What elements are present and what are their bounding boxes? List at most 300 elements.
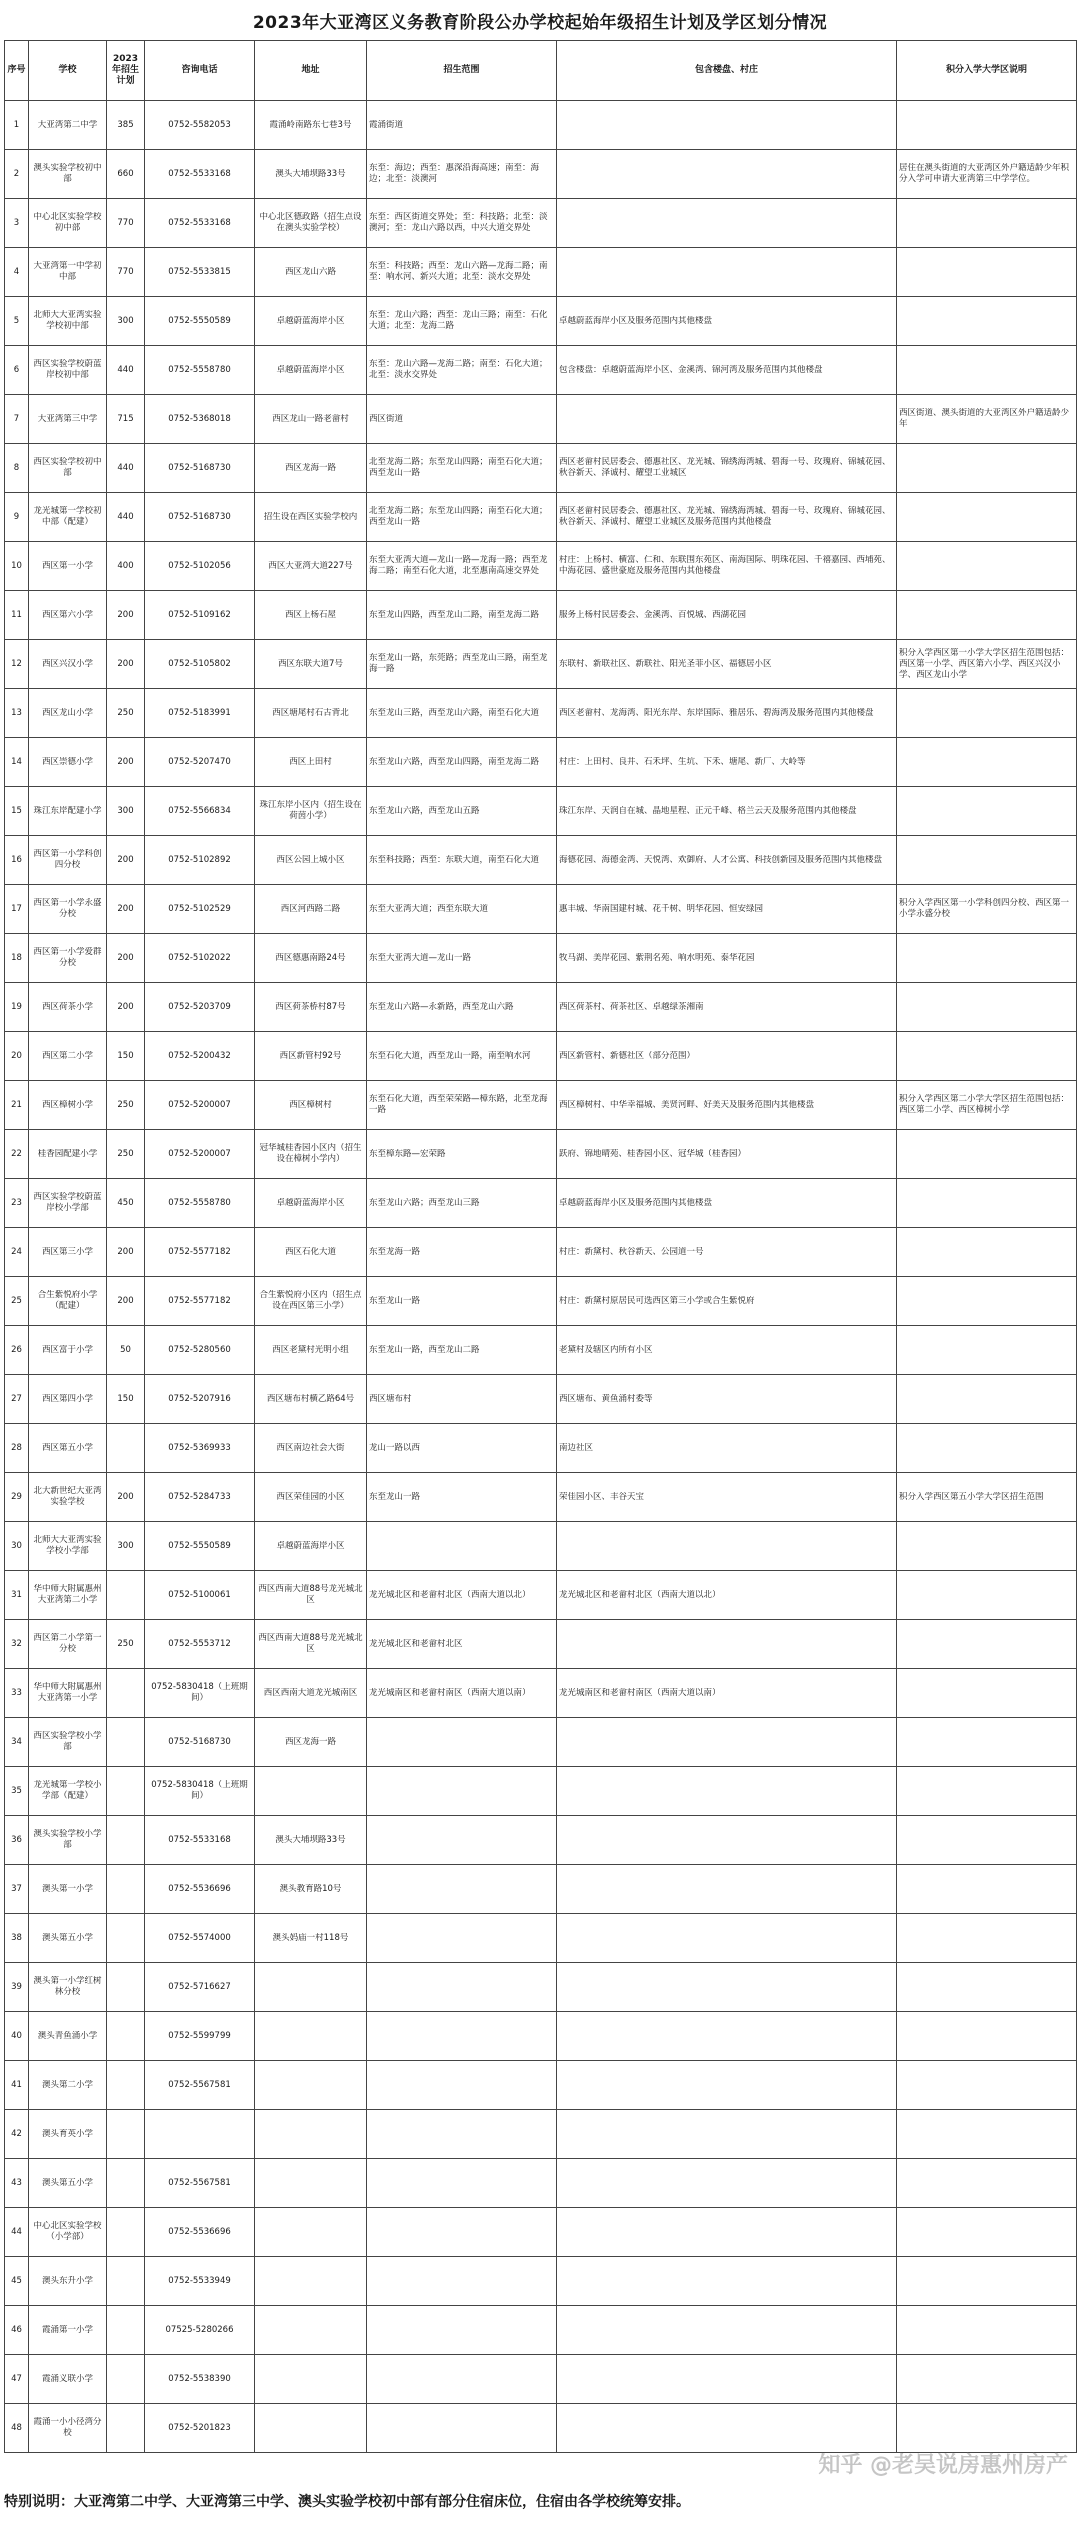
cell-address xyxy=(255,2257,367,2306)
cell-plan xyxy=(107,1865,145,1914)
cell-address: 中心北区德政路（招生点设在澳头实验学校） xyxy=(255,199,367,248)
cell-scope xyxy=(367,1816,557,1865)
cell-detail: 包含楼盘：卓越蔚蓝海岸小区、金溪湾、锦河湾及服务范围内其他楼盘 xyxy=(557,346,897,395)
cell-school: 澳头实验学校初中部 xyxy=(29,150,107,199)
cell-phone: 0752-5201823 xyxy=(145,2404,255,2453)
cell-no: 36 xyxy=(5,1816,29,1865)
table-row xyxy=(5,1571,1077,1620)
cell-scope: 东至：海边；西至：惠深沿海高速；南至：海边；北至：淡澳河 xyxy=(367,150,557,199)
table-row xyxy=(5,885,1077,934)
cell-note xyxy=(897,1571,1077,1620)
cell-note xyxy=(897,1179,1077,1228)
cell-note xyxy=(897,1130,1077,1179)
cell-no: 30 xyxy=(5,1522,29,1571)
cell-no: 6 xyxy=(5,346,29,395)
cell-address xyxy=(255,2012,367,2061)
table-row xyxy=(5,1914,1077,1963)
cell-address: 西区荣佳园的小区 xyxy=(255,1473,367,1522)
table-row xyxy=(5,199,1077,248)
cell-phone: 0752-5567581 xyxy=(145,2159,255,2208)
cell-school: 北师大大亚湾实验学校初中部 xyxy=(29,297,107,346)
cell-school: 西区第四小学 xyxy=(29,1375,107,1424)
cell-phone: 0752-5550589 xyxy=(145,1522,255,1571)
cell-scope: 东至：科技路；西至：龙山六路—龙海二路；南至：响水河、新兴大道；北至：淡水交界处 xyxy=(367,248,557,297)
table-row xyxy=(5,689,1077,738)
cell-scope: 东至石化大道，西至荣荣路—樟东路，北至龙海一路 xyxy=(367,1081,557,1130)
table-row xyxy=(5,1522,1077,1571)
cell-school: 西区第一小学永盛分校 xyxy=(29,885,107,934)
cell-phone: 0752-5599799 xyxy=(145,2012,255,2061)
cell-school: 西区崇德小学 xyxy=(29,738,107,787)
table-row xyxy=(5,1669,1077,1718)
cell-school: 澳头第一小学红树林分校 xyxy=(29,1963,107,2012)
cell-address xyxy=(255,2061,367,2110)
cell-school: 华中师大附属惠州大亚湾第一小学 xyxy=(29,1669,107,1718)
cell-address: 卓越蔚蓝海岸小区 xyxy=(255,346,367,395)
cell-detail xyxy=(557,395,897,444)
cell-phone: 0752-5207916 xyxy=(145,1375,255,1424)
cell-scope xyxy=(367,1767,557,1816)
cell-phone: 0752-5200432 xyxy=(145,1032,255,1081)
table-row xyxy=(5,150,1077,199)
cell-no: 46 xyxy=(5,2306,29,2355)
table-row xyxy=(5,2110,1077,2159)
cell-school: 中心北区实验学校初中部 xyxy=(29,199,107,248)
cell-detail: 西区塘布、黄鱼涌村委等 xyxy=(557,1375,897,1424)
cell-plan: 200 xyxy=(107,640,145,689)
cell-school: 澳头青鱼涌小学 xyxy=(29,2012,107,2061)
cell-scope: 北至龙海二路；东至龙山四路；南至石化大道；西至龙山一路 xyxy=(367,493,557,542)
cell-detail xyxy=(557,1767,897,1816)
cell-school: 澳头第五小学 xyxy=(29,2159,107,2208)
cell-detail xyxy=(557,2257,897,2306)
table-row xyxy=(5,1277,1077,1326)
cell-scope: 龙光城北区和老畲村北区 xyxy=(367,1620,557,1669)
cell-school: 西区樟树小学 xyxy=(29,1081,107,1130)
cell-detail xyxy=(557,2159,897,2208)
cell-scope xyxy=(367,2159,557,2208)
cell-plan: 250 xyxy=(107,1620,145,1669)
cell-scope: 东至龙山一路，东莞路；西至龙山三路，南至龙海一路 xyxy=(367,640,557,689)
cell-plan: 200 xyxy=(107,934,145,983)
table-row xyxy=(5,1767,1077,1816)
cell-address: 卓越蔚蓝海岸小区 xyxy=(255,1179,367,1228)
cell-address: 西区塘布村横乙路64号 xyxy=(255,1375,367,1424)
cell-detail: 西区樟树村、中华幸福城、美贤河畔、好美天及服务范围内其他楼盘 xyxy=(557,1081,897,1130)
cell-no: 5 xyxy=(5,297,29,346)
table-row xyxy=(5,2404,1077,2453)
cell-detail: 西区新管村、新德社区（部分范围） xyxy=(557,1032,897,1081)
cell-phone: 0752-5200007 xyxy=(145,1081,255,1130)
cell-detail xyxy=(557,2061,897,2110)
cell-scope xyxy=(367,2257,557,2306)
cell-scope xyxy=(367,2012,557,2061)
cell-address: 西区上田村 xyxy=(255,738,367,787)
cell-plan xyxy=(107,1669,145,1718)
cell-scope xyxy=(367,2110,557,2159)
cell-no: 7 xyxy=(5,395,29,444)
cell-note xyxy=(897,493,1077,542)
cell-scope xyxy=(367,2306,557,2355)
cell-note xyxy=(897,2404,1077,2453)
cell-no: 31 xyxy=(5,1571,29,1620)
cell-plan xyxy=(107,2012,145,2061)
cell-detail: 珠江东岸、天润自在城、晶地星程、正元千峰、格兰云天及服务范围内其他楼盘 xyxy=(557,787,897,836)
cell-plan xyxy=(107,1816,145,1865)
cell-plan xyxy=(107,2306,145,2355)
header-address: 地址 xyxy=(255,41,367,101)
cell-plan xyxy=(107,2257,145,2306)
cell-phone: 0752-5203709 xyxy=(145,983,255,1032)
cell-note xyxy=(897,346,1077,395)
table-row xyxy=(5,2012,1077,2061)
cell-school: 西区实验学校小学部 xyxy=(29,1718,107,1767)
cell-scope xyxy=(367,1963,557,2012)
cell-note xyxy=(897,1424,1077,1473)
cell-plan: 770 xyxy=(107,248,145,297)
cell-detail: 老黛村及辖区内所有小区 xyxy=(557,1326,897,1375)
cell-scope: 东至：龙山六路—龙海二路；南至：石化大道；北至：淡水交界处 xyxy=(367,346,557,395)
cell-plan: 440 xyxy=(107,346,145,395)
cell-plan: 770 xyxy=(107,199,145,248)
cell-no: 42 xyxy=(5,2110,29,2159)
cell-note xyxy=(897,1620,1077,1669)
cell-school: 大亚湾第一中学初中部 xyxy=(29,248,107,297)
cell-plan: 300 xyxy=(107,297,145,346)
cell-school: 西区实验学校初中部 xyxy=(29,444,107,493)
cell-plan xyxy=(107,1914,145,1963)
cell-phone: 0752-5533168 xyxy=(145,150,255,199)
cell-no: 13 xyxy=(5,689,29,738)
cell-note xyxy=(897,1375,1077,1424)
cell-note xyxy=(897,101,1077,150)
cell-detail: 村庄：上田村、良井、石禾坪、生坑、下禾、塘尾、新厂、大岭等 xyxy=(557,738,897,787)
cell-detail: 村庄：新黛村原居民可选西区第三小学或合生紫悦府 xyxy=(557,1277,897,1326)
cell-note: 积分入学西区第二小学大学区招生范围包括：西区第二小学、西区樟树小学 xyxy=(897,1081,1077,1130)
cell-school: 霞涌义联小学 xyxy=(29,2355,107,2404)
cell-no: 18 xyxy=(5,934,29,983)
cell-note xyxy=(897,738,1077,787)
cell-detail xyxy=(557,199,897,248)
cell-scope: 东至龙山三路，西至龙山六路，南至石化大道 xyxy=(367,689,557,738)
cell-scope: 东至：龙山六路；西至：龙山三路；南至：石化大道；北至：龙海二路 xyxy=(367,297,557,346)
cell-school: 西区第一小学科创四分校 xyxy=(29,836,107,885)
cell-note xyxy=(897,1669,1077,1718)
table-row xyxy=(5,934,1077,983)
cell-note xyxy=(897,2159,1077,2208)
cell-school: 珠江东岸配建小学 xyxy=(29,787,107,836)
cell-address: 霞涌岭南路东七巷3号 xyxy=(255,101,367,150)
cell-plan: 300 xyxy=(107,787,145,836)
cell-address: 西区东联大道7号 xyxy=(255,640,367,689)
cell-plan: 150 xyxy=(107,1375,145,1424)
cell-detail xyxy=(557,2306,897,2355)
cell-phone: 0752-5183991 xyxy=(145,689,255,738)
cell-no: 45 xyxy=(5,2257,29,2306)
cell-detail: 卓越蔚蓝海岸小区及服务范围内其他楼盘 xyxy=(557,297,897,346)
cell-note xyxy=(897,1914,1077,1963)
table-row xyxy=(5,1963,1077,2012)
cell-phone: 0752-5533815 xyxy=(145,248,255,297)
table-row xyxy=(5,591,1077,640)
cell-note xyxy=(897,1718,1077,1767)
cell-scope: 西区塘布村 xyxy=(367,1375,557,1424)
cell-school: 华中师大附属惠州大亚湾第二小学 xyxy=(29,1571,107,1620)
cell-address: 西区公园上城小区 xyxy=(255,836,367,885)
cell-scope xyxy=(367,1522,557,1571)
cell-address xyxy=(255,2110,367,2159)
cell-scope: 东至科技路；西至：东联大道，南至石化大道 xyxy=(367,836,557,885)
cell-plan: 440 xyxy=(107,493,145,542)
cell-phone: 0752-5582053 xyxy=(145,101,255,150)
special-note: 特别说明：大亚湾第二中学、大亚湾第三中学、澳头实验学校初中部有部分住宿床位，住宿由各学校统筹安排。 xyxy=(4,2494,690,2510)
cell-no: 32 xyxy=(5,1620,29,1669)
cell-no: 37 xyxy=(5,1865,29,1914)
cell-scope xyxy=(367,2061,557,2110)
cell-detail xyxy=(557,248,897,297)
cell-no: 17 xyxy=(5,885,29,934)
table-row xyxy=(5,1424,1077,1473)
cell-school: 北师大大亚湾实验学校小学部 xyxy=(29,1522,107,1571)
cell-school: 澳头第五小学 xyxy=(29,1914,107,1963)
cell-detail: 跃府、锦地晴苑、桂香园小区、冠华城（桂香园） xyxy=(557,1130,897,1179)
cell-phone: 0752-5536696 xyxy=(145,1865,255,1914)
cell-no: 35 xyxy=(5,1767,29,1816)
cell-address: 冠华城桂香园小区内（招生设在樟树小学内） xyxy=(255,1130,367,1179)
cell-no: 21 xyxy=(5,1081,29,1130)
cell-plan: 250 xyxy=(107,1081,145,1130)
cell-note xyxy=(897,2306,1077,2355)
cell-school: 澳头第一小学 xyxy=(29,1865,107,1914)
cell-school: 桂香园配建小学 xyxy=(29,1130,107,1179)
table-row xyxy=(5,297,1077,346)
cell-no: 23 xyxy=(5,1179,29,1228)
cell-address: 西区龙海一路 xyxy=(255,1718,367,1767)
cell-scope: 东至龙山六路；西至龙山三路 xyxy=(367,1179,557,1228)
cell-school: 西区第一小学 xyxy=(29,542,107,591)
cell-note: 积分入学西区第一小学科创四分校、西区第一小学永盛分校 xyxy=(897,885,1077,934)
cell-plan: 385 xyxy=(107,101,145,150)
cell-no: 40 xyxy=(5,2012,29,2061)
cell-school: 西区第一小学爱群分校 xyxy=(29,934,107,983)
cell-phone: 0752-5102022 xyxy=(145,934,255,983)
table-row xyxy=(5,1375,1077,1424)
cell-no: 11 xyxy=(5,591,29,640)
cell-note xyxy=(897,1326,1077,1375)
cell-address: 西区龙山六路 xyxy=(255,248,367,297)
cell-detail: 卓越蔚蓝海岸小区及服务范围内其他楼盘 xyxy=(557,1179,897,1228)
cell-detail xyxy=(557,1914,897,1963)
cell-plan: 200 xyxy=(107,1473,145,1522)
cell-address xyxy=(255,2355,367,2404)
cell-phone: 0752-5558780 xyxy=(145,1179,255,1228)
cell-address xyxy=(255,2306,367,2355)
cell-address: 西区西南大道88号龙光城北区 xyxy=(255,1571,367,1620)
cell-detail: 村庄：新黛村、秋谷新天、公园道一号 xyxy=(557,1228,897,1277)
cell-school: 西区第六小学 xyxy=(29,591,107,640)
cell-plan: 200 xyxy=(107,836,145,885)
table-row xyxy=(5,493,1077,542)
cell-note xyxy=(897,2110,1077,2159)
cell-address: 西区河西路二路 xyxy=(255,885,367,934)
cell-phone: 0752-5100061 xyxy=(145,1571,255,1620)
table-row xyxy=(5,738,1077,787)
cell-address: 西区塘尾村石古背北 xyxy=(255,689,367,738)
cell-phone: 0752-5567581 xyxy=(145,2061,255,2110)
cell-scope: 东至石化大道，西至龙山一路，南至响水河 xyxy=(367,1032,557,1081)
cell-note xyxy=(897,2355,1077,2404)
watermark: 知乎 @老吴说房惠州房产 xyxy=(818,2453,1068,2478)
cell-note xyxy=(897,542,1077,591)
table-row xyxy=(5,983,1077,1032)
cell-phone: 0752-5533168 xyxy=(145,199,255,248)
cell-detail: 东联村、新联社区、新联社、阳光圣菲小区、福德居小区 xyxy=(557,640,897,689)
table-row xyxy=(5,1473,1077,1522)
cell-school: 中心北区实验学校（小学部） xyxy=(29,2208,107,2257)
cell-scope: 东至樟东路—宏荣路 xyxy=(367,1130,557,1179)
cell-school: 霞涌一小小径湾分校 xyxy=(29,2404,107,2453)
header-note: 积分入学大学区说明 xyxy=(897,41,1077,101)
cell-detail: 服务上杨村民居委会、金溪湾、百悦城、西湖花园 xyxy=(557,591,897,640)
header-phone: 咨询电话 xyxy=(145,41,255,101)
table-row xyxy=(5,444,1077,493)
cell-plan: 300 xyxy=(107,1522,145,1571)
cell-detail xyxy=(557,2110,897,2159)
header-detail: 包含楼盘、村庄 xyxy=(557,41,897,101)
cell-address xyxy=(255,1767,367,1816)
cell-phone: 0752-5533949 xyxy=(145,2257,255,2306)
table-row xyxy=(5,2208,1077,2257)
cell-note xyxy=(897,2012,1077,2061)
cell-plan xyxy=(107,1424,145,1473)
cell-no: 33 xyxy=(5,1669,29,1718)
cell-plan: 660 xyxy=(107,150,145,199)
cell-detail xyxy=(557,2012,897,2061)
cell-no: 38 xyxy=(5,1914,29,1963)
cell-plan: 400 xyxy=(107,542,145,591)
cell-phone: 0752-5102056 xyxy=(145,542,255,591)
cell-phone: 0752-5102892 xyxy=(145,836,255,885)
cell-school: 霞涌第一小学 xyxy=(29,2306,107,2355)
table-row xyxy=(5,1326,1077,1375)
cell-school: 北大新世纪大亚湾实验学校 xyxy=(29,1473,107,1522)
cell-scope: 东至大亚湾大道—龙山一路 xyxy=(367,934,557,983)
cell-plan: 200 xyxy=(107,1277,145,1326)
cell-address: 西区龙海一路 xyxy=(255,444,367,493)
cell-address: 西区德惠南路24号 xyxy=(255,934,367,983)
cell-phone: 0752-5830418（上班期间） xyxy=(145,1669,255,1718)
cell-scope: 霞涌街道 xyxy=(367,101,557,150)
cell-plan: 250 xyxy=(107,689,145,738)
cell-school: 西区荷茶小学 xyxy=(29,983,107,1032)
cell-no: 15 xyxy=(5,787,29,836)
table-row xyxy=(5,2355,1077,2404)
cell-note xyxy=(897,2061,1077,2110)
cell-note xyxy=(897,297,1077,346)
cell-no: 12 xyxy=(5,640,29,689)
cell-school: 大亚湾第二中学 xyxy=(29,101,107,150)
cell-address: 西区老黛村光明小组 xyxy=(255,1326,367,1375)
cell-detail: 西区老畲村民居委会、德惠社区、龙光城、锦绣海湾城、碧海一号、玫瑰府、锦城花园、秋谷新天、泽诚村、耀望工业城区及服务范围内其他楼盘 xyxy=(557,493,897,542)
cell-phone: 0752-5368018 xyxy=(145,395,255,444)
cell-school: 澳头第二小学 xyxy=(29,2061,107,2110)
cell-phone: 0752-5369933 xyxy=(145,1424,255,1473)
cell-scope: 东至：西区街道交界处；至：科技路；北至：淡澳河；至：龙山六路以西，中兴大道交界处 xyxy=(367,199,557,248)
cell-scope: 东至龙山六路—永新路，西至龙山六路 xyxy=(367,983,557,1032)
cell-scope xyxy=(367,2208,557,2257)
cell-address: 卓越蔚蓝海岸小区 xyxy=(255,297,367,346)
cell-detail xyxy=(557,2355,897,2404)
cell-phone: 07525-5280266 xyxy=(145,2306,255,2355)
cell-phone: 0752-5566834 xyxy=(145,787,255,836)
cell-scope: 东至大亚湾大道；西至东联大道 xyxy=(367,885,557,934)
cell-scope: 龙光城北区和老畲村北区（西南大道以北） xyxy=(367,1571,557,1620)
cell-note: 居住在澳头街道的大亚湾区外户籍适龄少年积分入学可申请大亚湾第三中学学位。 xyxy=(897,150,1077,199)
cell-note xyxy=(897,1522,1077,1571)
cell-scope: 东至龙山六路，西至龙山四路，南至龙海二路 xyxy=(367,738,557,787)
cell-no: 29 xyxy=(5,1473,29,1522)
cell-address xyxy=(255,2159,367,2208)
cell-plan: 200 xyxy=(107,738,145,787)
cell-plan: 150 xyxy=(107,1032,145,1081)
cell-scope: 北至龙海二路；东至龙山四路；南至石化大道；西至龙山一路 xyxy=(367,444,557,493)
cell-scope xyxy=(367,1718,557,1767)
cell-phone: 0752-5168730 xyxy=(145,1718,255,1767)
cell-note xyxy=(897,934,1077,983)
cell-note xyxy=(897,1816,1077,1865)
document-title: 2023年大亚湾区义务教育阶段公办学校起始年级招生计划及学区划分情况 xyxy=(252,13,828,33)
cell-phone: 0752-5536696 xyxy=(145,2208,255,2257)
cell-scope: 东至龙山四路，西至龙山二路，南至龙海二路 xyxy=(367,591,557,640)
cell-address: 合生紫悦府小区内（招生点设在西区第三小学） xyxy=(255,1277,367,1326)
cell-scope: 西区街道 xyxy=(367,395,557,444)
cell-detail: 海德花园、海德金湾、天悦湾、欢御府、人才公寓、科技创新园及服务范围内其他楼盘 xyxy=(557,836,897,885)
cell-plan xyxy=(107,2110,145,2159)
cell-phone: 0752-5109162 xyxy=(145,591,255,640)
cell-phone: 0752-5577182 xyxy=(145,1228,255,1277)
table-row xyxy=(5,1816,1077,1865)
cell-phone: 0752-5830418（上班期间） xyxy=(145,1767,255,1816)
header-scope: 招生范围 xyxy=(367,41,557,101)
cell-detail: 龙光城北区和老畲村北区（西南大道以北） xyxy=(557,1571,897,1620)
cell-note xyxy=(897,1865,1077,1914)
cell-no: 48 xyxy=(5,2404,29,2453)
cell-phone: 0752-5550589 xyxy=(145,297,255,346)
cell-plan xyxy=(107,2061,145,2110)
cell-scope: 东至龙山一路 xyxy=(367,1473,557,1522)
cell-school: 西区第三小学 xyxy=(29,1228,107,1277)
cell-no: 22 xyxy=(5,1130,29,1179)
cell-plan: 450 xyxy=(107,1179,145,1228)
admission-table xyxy=(4,40,1077,2453)
table-row xyxy=(5,346,1077,395)
cell-scope xyxy=(367,1865,557,1914)
table-row xyxy=(5,2257,1077,2306)
table-row xyxy=(5,787,1077,836)
cell-note xyxy=(897,689,1077,738)
cell-phone: 0752-5284733 xyxy=(145,1473,255,1522)
table-row xyxy=(5,248,1077,297)
cell-no: 14 xyxy=(5,738,29,787)
cell-phone: 0752-5553712 xyxy=(145,1620,255,1669)
cell-note xyxy=(897,1228,1077,1277)
header-school: 学校 xyxy=(29,41,107,101)
cell-plan xyxy=(107,2159,145,2208)
cell-plan: 200 xyxy=(107,885,145,934)
cell-no: 27 xyxy=(5,1375,29,1424)
cell-plan: 250 xyxy=(107,1130,145,1179)
cell-detail: 西区老畲村民居委会、德惠社区、龙光城、锦绣海湾城、碧海一号、玫瑰府、锦城花园、秋谷新天、泽诚村、耀望工业城区 xyxy=(557,444,897,493)
